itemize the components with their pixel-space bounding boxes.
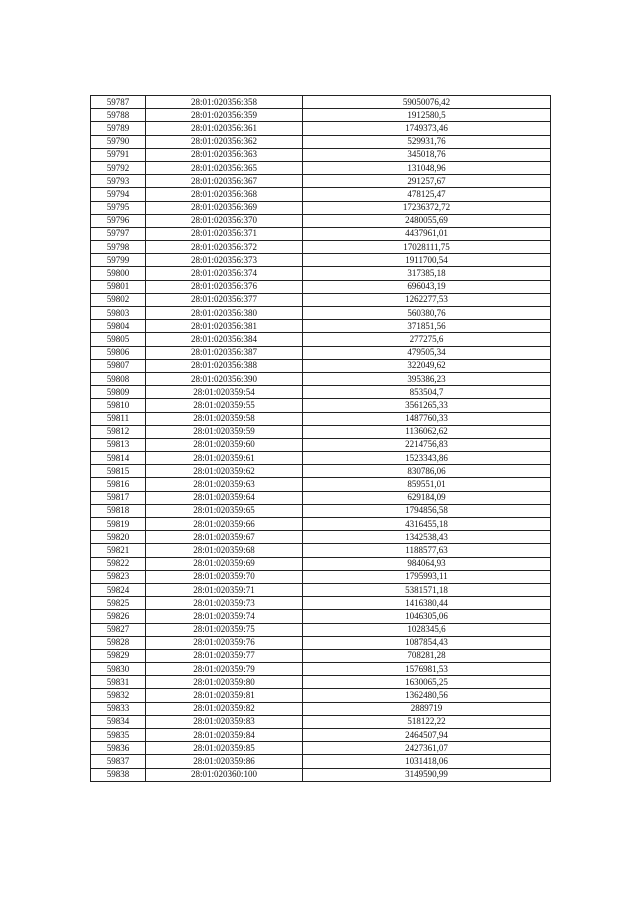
row-number-cell: 59836 — [91, 742, 146, 755]
cadastral-number-cell: 28:01:020356:371 — [146, 227, 303, 240]
table-row — [91, 161, 551, 174]
cadastral-number-cell: 28:01:020356:367 — [146, 175, 303, 188]
row-number-cell: 59814 — [91, 452, 146, 465]
table-row — [91, 359, 551, 372]
row-number-cell: 59831 — [91, 676, 146, 689]
value-cell: 1046305,06 — [303, 610, 551, 623]
cadastral-number-cell: 28:01:020359:74 — [146, 610, 303, 623]
cadastral-number-cell: 28:01:020356:377 — [146, 293, 303, 306]
table-row — [91, 478, 551, 491]
table-row — [91, 254, 551, 267]
value-cell: 1028345,6 — [303, 623, 551, 636]
row-number-cell: 59820 — [91, 531, 146, 544]
cadastral-number-cell: 28:01:020359:73 — [146, 597, 303, 610]
cadastral-number-cell: 28:01:020356:370 — [146, 214, 303, 227]
row-number-cell: 59788 — [91, 109, 146, 122]
cadastral-number-cell: 28:01:020356:359 — [146, 109, 303, 122]
row-number-cell: 59809 — [91, 386, 146, 399]
row-number-cell: 59837 — [91, 755, 146, 768]
row-number-cell: 59827 — [91, 623, 146, 636]
row-number-cell: 59803 — [91, 307, 146, 320]
value-cell: 3149590,99 — [303, 768, 551, 781]
table-row — [91, 597, 551, 610]
cadastral-number-cell: 28:01:020359:66 — [146, 518, 303, 531]
cadastral-number-cell: 28:01:020356:380 — [146, 307, 303, 320]
value-cell: 1031418,06 — [303, 755, 551, 768]
row-number-cell: 59819 — [91, 518, 146, 531]
row-number-cell: 59789 — [91, 122, 146, 135]
value-cell: 1136062,62 — [303, 425, 551, 438]
value-cell: 1342538,43 — [303, 531, 551, 544]
cadastral-number-cell: 28:01:020356:372 — [146, 241, 303, 254]
value-cell: 2214756,83 — [303, 438, 551, 451]
table-row — [91, 214, 551, 227]
cadastral-number-cell: 28:01:020359:84 — [146, 729, 303, 742]
cadastral-number-cell: 28:01:020356:373 — [146, 254, 303, 267]
value-cell: 830786,06 — [303, 465, 551, 478]
table-row — [91, 755, 551, 768]
cadastral-number-cell: 28:01:020356:363 — [146, 148, 303, 161]
row-number-cell: 59829 — [91, 649, 146, 662]
value-cell: 345018,76 — [303, 148, 551, 161]
row-number-cell: 59808 — [91, 372, 146, 385]
row-number-cell: 59824 — [91, 583, 146, 596]
table-row — [91, 715, 551, 728]
value-cell: 696043,19 — [303, 280, 551, 293]
row-number-cell: 59806 — [91, 346, 146, 359]
table-body — [91, 96, 551, 782]
table-row — [91, 386, 551, 399]
row-number-cell: 59790 — [91, 135, 146, 148]
value-cell: 3561265,33 — [303, 399, 551, 412]
row-number-cell: 59799 — [91, 254, 146, 267]
cadastral-number-cell: 28:01:020356:390 — [146, 372, 303, 385]
row-number-cell: 59812 — [91, 425, 146, 438]
value-cell: 1630065,25 — [303, 676, 551, 689]
row-number-cell: 59800 — [91, 267, 146, 280]
value-cell: 853504,7 — [303, 386, 551, 399]
cadastral-number-cell: 28:01:020356:358 — [146, 96, 303, 109]
row-number-cell: 59797 — [91, 227, 146, 240]
table-row — [91, 372, 551, 385]
value-cell: 277275,6 — [303, 333, 551, 346]
cadastral-number-cell: 28:01:020359:68 — [146, 544, 303, 557]
row-number-cell: 59823 — [91, 570, 146, 583]
table-row — [91, 227, 551, 240]
table-row — [91, 135, 551, 148]
table-row — [91, 465, 551, 478]
table-row — [91, 438, 551, 451]
cadastral-number-cell: 28:01:020359:76 — [146, 636, 303, 649]
row-number-cell: 59801 — [91, 280, 146, 293]
row-number-cell: 59802 — [91, 293, 146, 306]
row-number-cell: 59818 — [91, 504, 146, 517]
row-number-cell: 59817 — [91, 491, 146, 504]
row-number-cell: 59796 — [91, 214, 146, 227]
value-cell: 17028111,75 — [303, 241, 551, 254]
row-number-cell: 59835 — [91, 729, 146, 742]
value-cell: 371851,56 — [303, 320, 551, 333]
table-row — [91, 333, 551, 346]
cadastral-number-cell: 28:01:020359:82 — [146, 702, 303, 715]
value-cell: 17236372,72 — [303, 201, 551, 214]
table-row — [91, 201, 551, 214]
value-cell: 4437961,01 — [303, 227, 551, 240]
cadastral-number-cell: 28:01:020359:60 — [146, 438, 303, 451]
value-cell: 708281,28 — [303, 649, 551, 662]
value-cell: 59050076,42 — [303, 96, 551, 109]
value-cell: 478125,47 — [303, 188, 551, 201]
table-row — [91, 518, 551, 531]
value-cell: 1523343,86 — [303, 452, 551, 465]
cadastral-number-cell: 28:01:020360:100 — [146, 768, 303, 781]
cadastral-number-cell: 28:01:020359:86 — [146, 755, 303, 768]
table-row — [91, 610, 551, 623]
table-row — [91, 188, 551, 201]
row-number-cell: 59834 — [91, 715, 146, 728]
cadastral-number-cell: 28:01:020359:71 — [146, 583, 303, 596]
row-number-cell: 59838 — [91, 768, 146, 781]
row-number-cell: 59792 — [91, 161, 146, 174]
cadastral-number-cell: 28:01:020359:55 — [146, 399, 303, 412]
cadastral-number-cell: 28:01:020359:62 — [146, 465, 303, 478]
table-row — [91, 557, 551, 570]
value-cell: 1749373,46 — [303, 122, 551, 135]
cadastral-number-cell: 28:01:020359:61 — [146, 452, 303, 465]
value-cell: 529931,76 — [303, 135, 551, 148]
value-cell: 1576981,53 — [303, 663, 551, 676]
value-cell: 560380,76 — [303, 307, 551, 320]
table-row — [91, 307, 551, 320]
value-cell: 1794856,58 — [303, 504, 551, 517]
table-row — [91, 346, 551, 359]
row-number-cell: 59795 — [91, 201, 146, 214]
cadastral-number-cell: 28:01:020356:381 — [146, 320, 303, 333]
value-cell: 291257,67 — [303, 175, 551, 188]
table-row — [91, 742, 551, 755]
row-number-cell: 59794 — [91, 188, 146, 201]
value-cell: 2464507,94 — [303, 729, 551, 742]
row-number-cell: 59787 — [91, 96, 146, 109]
table-row — [91, 96, 551, 109]
row-number-cell: 59828 — [91, 636, 146, 649]
table-row — [91, 623, 551, 636]
row-number-cell: 59826 — [91, 610, 146, 623]
cadastral-number-cell: 28:01:020356:361 — [146, 122, 303, 135]
value-cell: 4316455,18 — [303, 518, 551, 531]
row-number-cell: 59791 — [91, 148, 146, 161]
cadastral-number-cell: 28:01:020359:81 — [146, 689, 303, 702]
value-cell: 1362480,56 — [303, 689, 551, 702]
table-row — [91, 504, 551, 517]
table-row — [91, 531, 551, 544]
cadastral-number-cell: 28:01:020356:384 — [146, 333, 303, 346]
data-table — [90, 95, 551, 782]
table-row — [91, 768, 551, 781]
value-cell: 5381571,18 — [303, 583, 551, 596]
cadastral-number-cell: 28:01:020356:376 — [146, 280, 303, 293]
cadastral-number-cell: 28:01:020359:54 — [146, 386, 303, 399]
cadastral-number-cell: 28:01:020356:365 — [146, 161, 303, 174]
table-row — [91, 663, 551, 676]
value-cell: 1795993,11 — [303, 570, 551, 583]
cadastral-number-cell: 28:01:020359:64 — [146, 491, 303, 504]
row-number-cell: 59798 — [91, 241, 146, 254]
table-row — [91, 412, 551, 425]
table-row — [91, 320, 551, 333]
value-cell: 1416380,44 — [303, 597, 551, 610]
cadastral-number-cell: 28:01:020359:59 — [146, 425, 303, 438]
row-number-cell: 59811 — [91, 412, 146, 425]
value-cell: 1911700,54 — [303, 254, 551, 267]
cadastral-number-cell: 28:01:020359:70 — [146, 570, 303, 583]
value-cell: 1262277,53 — [303, 293, 551, 306]
value-cell: 395386,23 — [303, 372, 551, 385]
table-row — [91, 241, 551, 254]
row-number-cell: 59816 — [91, 478, 146, 491]
value-cell: 2427361,07 — [303, 742, 551, 755]
row-number-cell: 59805 — [91, 333, 146, 346]
value-cell: 131048,96 — [303, 161, 551, 174]
cadastral-number-cell: 28:01:020359:69 — [146, 557, 303, 570]
value-cell: 984064,93 — [303, 557, 551, 570]
row-number-cell: 59793 — [91, 175, 146, 188]
cadastral-number-cell: 28:01:020356:388 — [146, 359, 303, 372]
table-row — [91, 425, 551, 438]
value-cell: 322049,62 — [303, 359, 551, 372]
row-number-cell: 59821 — [91, 544, 146, 557]
table-row — [91, 583, 551, 596]
value-cell: 479505,34 — [303, 346, 551, 359]
row-number-cell: 59822 — [91, 557, 146, 570]
cadastral-number-cell: 28:01:020356:374 — [146, 267, 303, 280]
cadastral-number-cell: 28:01:020356:368 — [146, 188, 303, 201]
table-row — [91, 399, 551, 412]
row-number-cell: 59813 — [91, 438, 146, 451]
cadastral-number-cell: 28:01:020356:387 — [146, 346, 303, 359]
row-number-cell: 59825 — [91, 597, 146, 610]
value-cell: 1188577,63 — [303, 544, 551, 557]
cadastral-number-cell: 28:01:020359:58 — [146, 412, 303, 425]
value-cell: 518122,22 — [303, 715, 551, 728]
value-cell: 629184,09 — [303, 491, 551, 504]
value-cell: 1087854,43 — [303, 636, 551, 649]
table-row — [91, 636, 551, 649]
cadastral-number-cell: 28:01:020359:80 — [146, 676, 303, 689]
value-cell: 2889719 — [303, 702, 551, 715]
table-row — [91, 676, 551, 689]
value-cell: 317385,18 — [303, 267, 551, 280]
row-number-cell: 59815 — [91, 465, 146, 478]
cadastral-number-cell: 28:01:020359:67 — [146, 531, 303, 544]
row-number-cell: 59807 — [91, 359, 146, 372]
cadastral-number-cell: 28:01:020359:65 — [146, 504, 303, 517]
table-row — [91, 280, 551, 293]
value-cell: 1487760,33 — [303, 412, 551, 425]
cadastral-number-cell: 28:01:020356:362 — [146, 135, 303, 148]
table-row — [91, 109, 551, 122]
row-number-cell: 59804 — [91, 320, 146, 333]
cadastral-number-cell: 28:01:020359:77 — [146, 649, 303, 662]
value-cell: 2480055,69 — [303, 214, 551, 227]
cadastral-number-cell: 28:01:020359:75 — [146, 623, 303, 636]
table-row — [91, 702, 551, 715]
table-row — [91, 148, 551, 161]
table-row — [91, 689, 551, 702]
cadastral-number-cell: 28:01:020356:369 — [146, 201, 303, 214]
table-row — [91, 649, 551, 662]
table-row — [91, 491, 551, 504]
table-row — [91, 570, 551, 583]
value-cell: 859551,01 — [303, 478, 551, 491]
table-row — [91, 175, 551, 188]
table-row — [91, 267, 551, 280]
table-row — [91, 452, 551, 465]
cadastral-number-cell: 28:01:020359:63 — [146, 478, 303, 491]
cadastral-number-cell: 28:01:020359:83 — [146, 715, 303, 728]
cadastral-number-cell: 28:01:020359:85 — [146, 742, 303, 755]
cadastral-number-cell: 28:01:020359:79 — [146, 663, 303, 676]
value-cell: 1912580,5 — [303, 109, 551, 122]
row-number-cell: 59832 — [91, 689, 146, 702]
table-row — [91, 293, 551, 306]
table-row — [91, 729, 551, 742]
table-row — [91, 122, 551, 135]
table-row — [91, 544, 551, 557]
row-number-cell: 59833 — [91, 702, 146, 715]
row-number-cell: 59810 — [91, 399, 146, 412]
row-number-cell: 59830 — [91, 663, 146, 676]
